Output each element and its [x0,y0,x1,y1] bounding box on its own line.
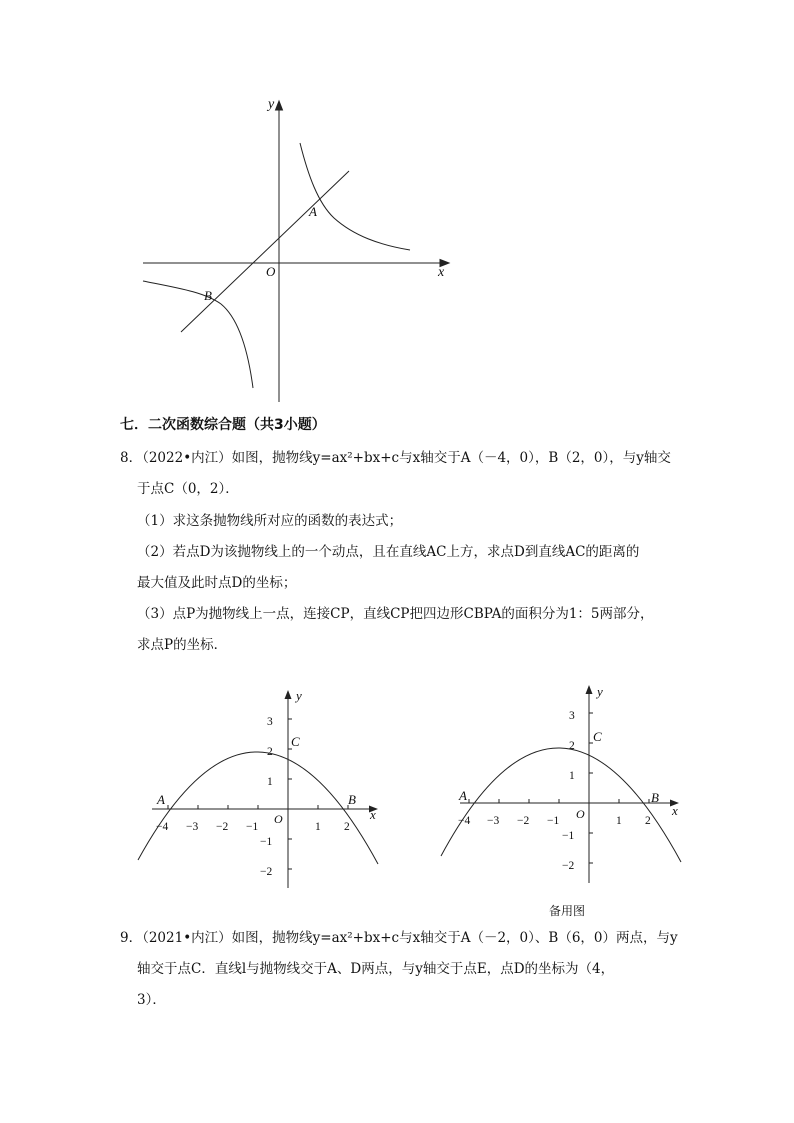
right-point-b: B [651,790,659,805]
right-parabola [441,748,681,862]
left-origin: O [274,812,283,826]
fig1-point-a: A [309,204,317,219]
left-x-tick-label: −4 [156,821,169,833]
figure-caption: 备用图 [549,904,586,918]
right-x-tick-label: −4 [458,815,471,827]
left-point-a: A [157,792,165,807]
right-point-a: A [459,788,467,803]
right-y-tick-label: −1 [562,830,575,842]
fig1-x-label: x [438,265,445,280]
right-y-label: y [597,684,603,699]
fig1-origin-label: O [266,264,276,279]
q9-line3: 3）． [137,992,166,1008]
q9-line1: 9．（2021•内江）如图，抛物线y=ax²+bx+c与x轴交于A（－2，0）、B（6，0）两点，与y [120,930,678,946]
fig1-y-label: y [268,97,275,112]
right-x-tick-label: 2 [645,815,651,827]
left-y-label: y [296,688,302,703]
q8-part1: （1）求这条抛物线所对应的函数的表达式； [137,513,403,529]
q8-line2: 于点C（0，2）． [137,481,239,497]
left-x-tick-label: −3 [186,821,199,833]
left-x-tick-label: −2 [216,821,229,833]
q8-part2a: （2）若点D为该抛物线上的一个动点，且在直线AC上方，求点D到直线AC的距离的 [137,544,640,560]
left-y-arrow [285,690,292,699]
left-x-tick-label: −1 [246,821,259,833]
right-x-label: x [672,803,678,818]
left-x-tick-label: 2 [344,821,350,833]
left-y-tick-label: 2 [267,746,273,758]
left-y-tick-label: −1 [260,836,273,848]
left-y-tick-label: 3 [267,716,273,728]
right-y-tick-label: 2 [569,740,575,752]
graph-left [138,688,378,888]
q9-line2: 轴交于点C．直线l与抛物线交于A、D两点，与y轴交于点E，点D的坐标为（4， [137,961,615,977]
right-y-tick-label: 3 [569,710,575,722]
right-x-tick-label: −3 [487,815,500,827]
right-y-arrow [586,685,593,694]
right-x-tick-label: −2 [517,815,530,827]
left-point-b: B [348,792,356,807]
graph-right [441,684,681,883]
right-x-ticks [469,799,649,803]
right-point-c: C [593,729,602,744]
q8-part3a: （3）点P为抛物线上一点，连接CP，直线CP把四边形CBPA的面积分为1：5两部分， [137,606,654,622]
right-x-tick-label: 1 [616,815,622,827]
right-y-tick-label: −2 [562,860,575,872]
left-point-c: C [291,734,300,749]
q8-part2b: 最大值及此时点D的坐标； [137,575,297,591]
left-x-label: x [370,807,376,822]
right-x-tick-label: −1 [547,815,560,827]
q8-line1: 8．（2022•内江）如图，抛物线y=ax²+bx+c与x轴交于A（－4，0），B（2，0），与y轴交 [120,450,671,466]
q8-part3b: 求点P的坐标． [137,637,228,653]
right-y-tick-label: 1 [569,770,575,782]
left-x-ticks [168,805,348,809]
right-origin: O [576,807,585,821]
fig1-point-b: B [204,288,212,303]
left-y-tick-label: −2 [260,866,273,878]
left-x-tick-label: 1 [315,821,321,833]
section-title: 七．二次函数综合题（共3小题） [120,417,326,433]
left-y-tick-label: 1 [267,776,273,788]
